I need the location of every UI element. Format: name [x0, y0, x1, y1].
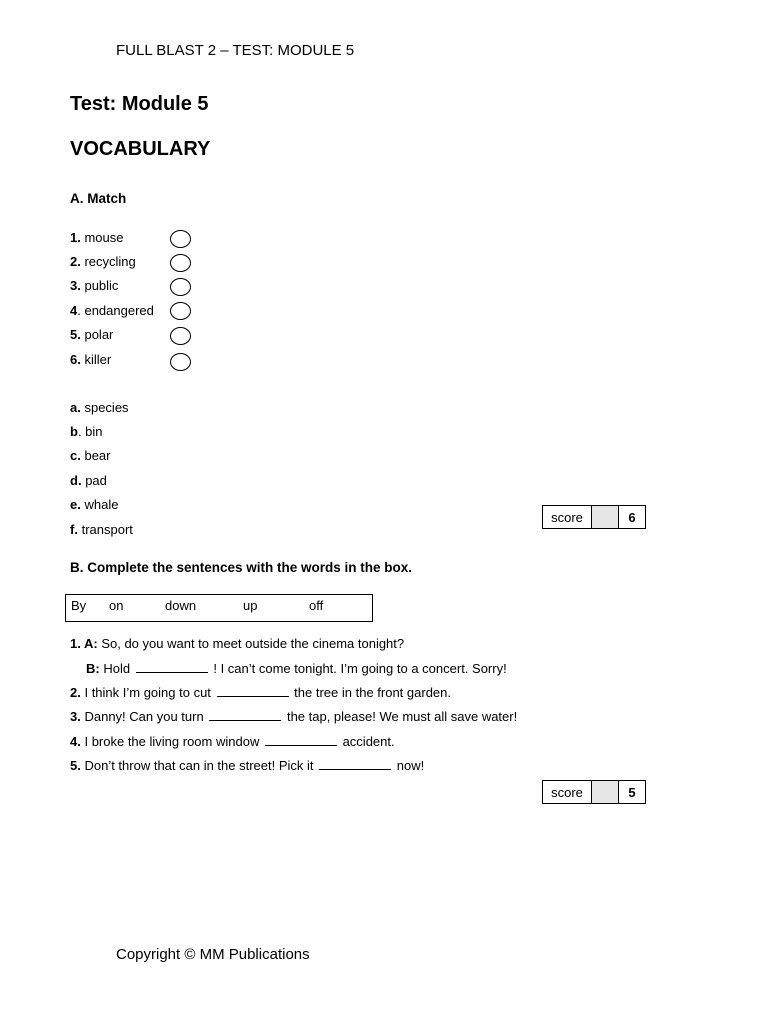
sentence-1a: 1. A: So, do you want to meet outside the cinema tonight?	[70, 636, 405, 651]
copyright: Copyright © MM Publications	[116, 946, 310, 963]
answer-blank[interactable]	[136, 660, 208, 673]
option-b: b. bin	[70, 424, 103, 439]
sentence-1b: B: Hold ! I can’t come tonight. I’m going to a concert. Sorry!	[86, 661, 507, 676]
option-c: c. bear	[70, 448, 111, 463]
running-header: FULL BLAST 2 – TEST: MODULE 5	[116, 42, 355, 59]
match-item-2: 2. recycling	[70, 254, 136, 269]
answer-blank[interactable]	[217, 684, 289, 697]
word-box-item: By	[71, 598, 87, 613]
word-box-item: down	[165, 598, 197, 613]
score-max: 5	[628, 784, 636, 800]
score-max: 6	[628, 509, 636, 525]
match-item-3: 3. public	[70, 278, 119, 293]
match-item-4: 4. endangered	[70, 303, 154, 318]
answer-circle-2[interactable]	[170, 254, 191, 272]
answer-blank[interactable]	[265, 733, 337, 746]
match-item-5: 5. polar	[70, 327, 114, 342]
sentence-5: 5. Don’t throw that can in the street! Pick it now!	[70, 758, 425, 773]
answer-circle-4[interactable]	[170, 302, 191, 320]
match-item-6: 6. killer	[70, 352, 112, 367]
section-title: VOCABULARY	[70, 138, 211, 160]
sentence-2: 2. I think I’m going to cut the tree in the front garden.	[70, 685, 451, 700]
option-f: f. transport	[70, 522, 133, 537]
word-box-item: up	[243, 598, 258, 613]
answer-circle-1[interactable]	[170, 230, 191, 248]
score-input[interactable]	[592, 506, 619, 528]
score-box-b	[542, 780, 646, 804]
option-e: e. whale	[70, 497, 119, 512]
word-box-item: off	[309, 598, 324, 613]
match-item-1: 1. mouse	[70, 230, 124, 245]
answer-blank[interactable]	[319, 757, 391, 770]
answer-circle-3[interactable]	[170, 278, 191, 296]
score-input[interactable]	[592, 781, 619, 803]
part-a-heading: A. Match	[70, 191, 127, 206]
option-a: a. species	[70, 400, 129, 415]
part-b-heading: B. Complete the sentences with the words in the box.	[70, 560, 413, 575]
score-label: score	[543, 506, 592, 528]
option-d: d. pad	[70, 473, 107, 488]
answer-circle-5[interactable]	[170, 327, 191, 345]
score-label: score	[543, 781, 592, 803]
word-box-item: on	[109, 598, 124, 613]
score-box-a	[542, 505, 646, 529]
answer-circle-6[interactable]	[170, 353, 191, 371]
sentence-4: 4. I broke the living room window accident.	[70, 734, 395, 749]
sentence-3: 3. Danny! Can you turn the tap, please! We must all save water!	[70, 709, 518, 724]
page-title: Test: Module 5	[70, 93, 209, 115]
word-box	[65, 594, 373, 622]
answer-blank[interactable]	[209, 708, 281, 721]
